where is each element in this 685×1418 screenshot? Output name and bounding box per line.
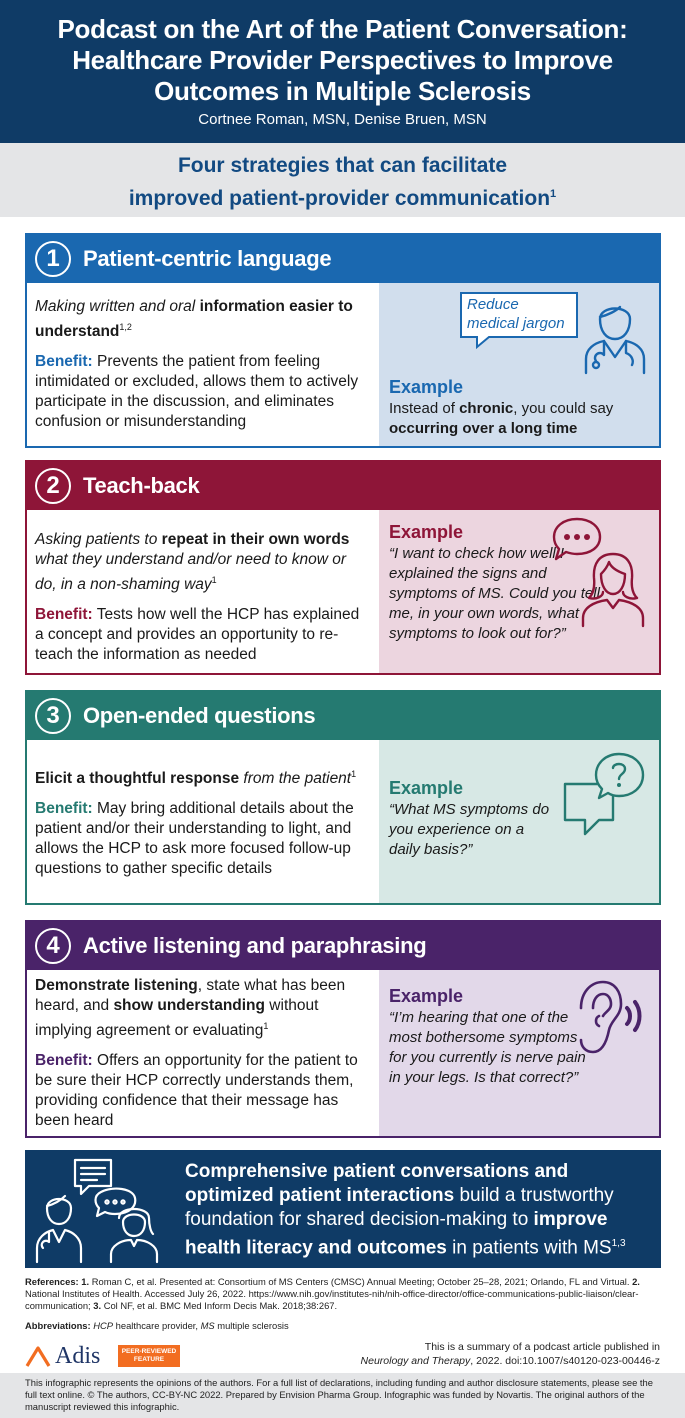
strategy-4-title: Active listening and paraphrasing <box>83 933 427 958</box>
strategy-3-description: Elicit a thoughtful response from the patient$^1$ <box>35 769 357 788</box>
strategy-4-benefit: Benefit: Offers an opportunity for the patient to be sure their HCP correctly understands them, providing confidence that their message has been heard <box>35 1052 358 1130</box>
adis-logo-icon <box>25 1346 51 1368</box>
strategy-1-example-panel <box>379 283 659 446</box>
subheading-line-2: improved patient-provider communication <box>128 187 551 210</box>
strategy-2-description: Asking patients to repeat in their own words what they understand and/or need to know or do, in a non-shaming way$^1$ <box>35 531 350 594</box>
strategy-3 <box>25 690 661 905</box>
strategy-4-number: 4 <box>35 928 71 964</box>
title-line-1: Podcast on the Art of the Patient Conversation: <box>57 14 628 44</box>
strategy-1-example: Instead of chronic, you could say occurring over a long time <box>389 400 614 437</box>
abbreviations: Abbreviations: HCP healthcare provider, MS multiple sclerosis <box>25 1320 289 1331</box>
adis-logo <box>25 1343 100 1370</box>
strategy-1-benefit: Benefit: Prevents the patient from feeling intimidated or excluded, allows them to actively participate in the discussion, and eliminates confusion or misunderstanding <box>35 353 359 431</box>
doctor-icon <box>582 295 648 375</box>
question-bubbles-icon <box>559 748 647 844</box>
strategy-2-example-panel <box>379 510 659 673</box>
page-header <box>0 0 685 143</box>
strategy-3-benefit: Benefit: May bring additional details about the patient and/or their understanding to light, and allows the HCP to ask more focused follow-up questions to gather specific details <box>35 800 354 878</box>
strategy-4 <box>25 920 661 1138</box>
references: References: 1. Roman C, et al. Presented at: Consortium of MS Centers (CMSC) Annual Meeting; October 25–28, 2021; Orlando, FL and Virtual. 2. National Institutes of Health. Accessed July 26, 2022. https://www.nih.gov/institutes-nih/nih-office-director/office-communications-public-liaison/clear-communication; 3. Col NF, et al. BMC Med Inform Decis Mak. 2018;38:267. <box>25 1276 640 1311</box>
strategy-3-example: “What MS symptoms do you experience on a daily basis?” <box>389 801 550 858</box>
page-title <box>0 0 685 107</box>
strategy-4-example: “I’m hearing that one of the most bothersome symptoms for you currently is nerve pain in your legs. Is that correct?” <box>389 1009 586 1086</box>
strategy-3-number: 3 <box>35 698 71 734</box>
article-summary: This is a summary of a podcast article published in Neurology and Therapy, 2022. doi:10.1007/s40120-023-00446-z <box>360 1341 660 1367</box>
strategy-4-header <box>27 922 659 970</box>
strategy-1-title: Patient-centric language <box>83 246 332 271</box>
conclusion-banner <box>25 1150 661 1268</box>
strategy-3-example-label: Example <box>389 778 464 798</box>
strategy-4-description: Demonstrate listening, state what has been heard, and show understanding without implying agreement or evaluating$^1$ <box>35 977 346 1040</box>
strategy-2 <box>25 460 661 675</box>
strategy-1-description: Making written and oral information easier to understand$^{1,2}$ <box>35 298 353 341</box>
strategy-1-text <box>27 283 379 446</box>
strategy-4-example-label: Example <box>389 986 464 1006</box>
authors: Cortnee Roman, MSN, Denise Bruen, MSN <box>198 111 487 128</box>
strategy-2-header <box>27 462 659 510</box>
strategy-1-header <box>27 235 659 283</box>
provider-patient-conversation-icon <box>35 1156 175 1266</box>
strategy-2-example-label: Example <box>389 522 464 542</box>
strategy-4-example-panel <box>379 970 659 1136</box>
strategy-4-text <box>27 970 379 1136</box>
strategy-1 <box>25 233 661 448</box>
strategy-3-text <box>27 740 379 903</box>
adis-logo-text: Adis <box>55 1343 101 1369</box>
strategy-1-number: 1 <box>35 241 71 277</box>
subheading-sup: 1 <box>550 188 557 200</box>
peer-reviewed-badge: PEER-REVIEWED FEATURE <box>118 1345 180 1367</box>
subheading-line-1: Four strategies that can facilitate <box>177 154 508 177</box>
patient-icon <box>577 548 649 628</box>
subheading <box>0 143 685 217</box>
conclusion-text: Comprehensive patient conversations and optimized patient interactions build a trustworthy foundation for shared decision-making to improve health literacy and outcomes in patients with MS$^{1,3}$ <box>185 1161 626 1259</box>
jargon-bubble-text: Reduce medical jargon <box>467 296 565 332</box>
strategy-2-example: “I want to check how well I explained the signs and symptoms of MS. Could you tell me, in your own words, what symptoms to look out for?” <box>389 545 600 642</box>
strategy-3-title: Open-ended questions <box>83 703 316 728</box>
strategy-2-benefit: Benefit: Tests how well the HCP has explained a concept and provides an opportunity to re-teach the information as needed <box>35 606 360 664</box>
title-line-3: Outcomes in Multiple Sclerosis <box>154 76 531 106</box>
ear-icon <box>569 978 643 1058</box>
strategy-2-text <box>27 510 379 673</box>
title-line-2: Healthcare Provider Perspectives to Improve <box>72 45 613 75</box>
strategy-3-header <box>27 692 659 740</box>
strategy-1-example-label: Example <box>389 377 464 397</box>
disclaimer: This infographic represents the opinions of the authors. For a full list of declarations, including funding and author disclosure statements, please see the full text online. © The authors, CC-BY-NC 2022. Prepared by Envision Pharma Group. Infographic was funded by Novartis. The original authors of the manuscript reviewed this infographic. <box>0 1373 685 1418</box>
strategy-2-number: 2 <box>35 468 71 504</box>
strategy-2-title: Teach-back <box>83 473 200 498</box>
strategy-3-example-panel <box>379 740 659 903</box>
